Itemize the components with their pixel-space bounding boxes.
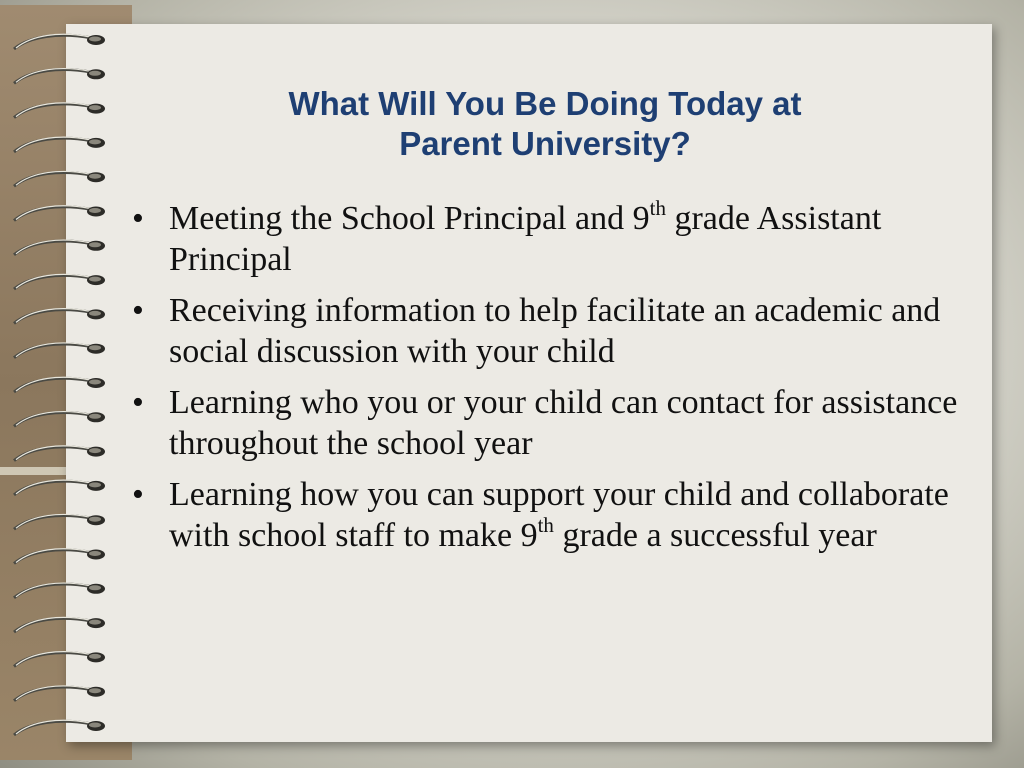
bullet-item-support bbox=[127, 474, 977, 556]
ordinal-suffix: th bbox=[649, 195, 666, 220]
bullet-item-principal bbox=[127, 195, 977, 280]
bullet-text: grade a successful year bbox=[553, 517, 877, 554]
slide-title bbox=[150, 84, 940, 164]
bullet-item-contact bbox=[127, 382, 977, 464]
bullet-text: Learning how you can support your child and collaborate with school staff to make 9 bbox=[169, 476, 949, 554]
ordinal-suffix: th bbox=[537, 512, 554, 537]
bullet-item-information bbox=[127, 290, 977, 372]
bullet-text: grade Assistant Principal bbox=[169, 200, 882, 278]
bullet-text: Learning who you or your child can contact for assistance throughout the school year bbox=[169, 384, 958, 462]
bullet-text: Receiving information to help facilitate an academic and social discussion with your child bbox=[169, 292, 941, 370]
bullet-text: Meeting the School Principal and 9 bbox=[169, 200, 650, 237]
bullet-list bbox=[127, 195, 977, 566]
title-line-2: Parent University? bbox=[399, 125, 691, 163]
title-line-1: What Will You Be Doing Today at bbox=[288, 85, 802, 123]
